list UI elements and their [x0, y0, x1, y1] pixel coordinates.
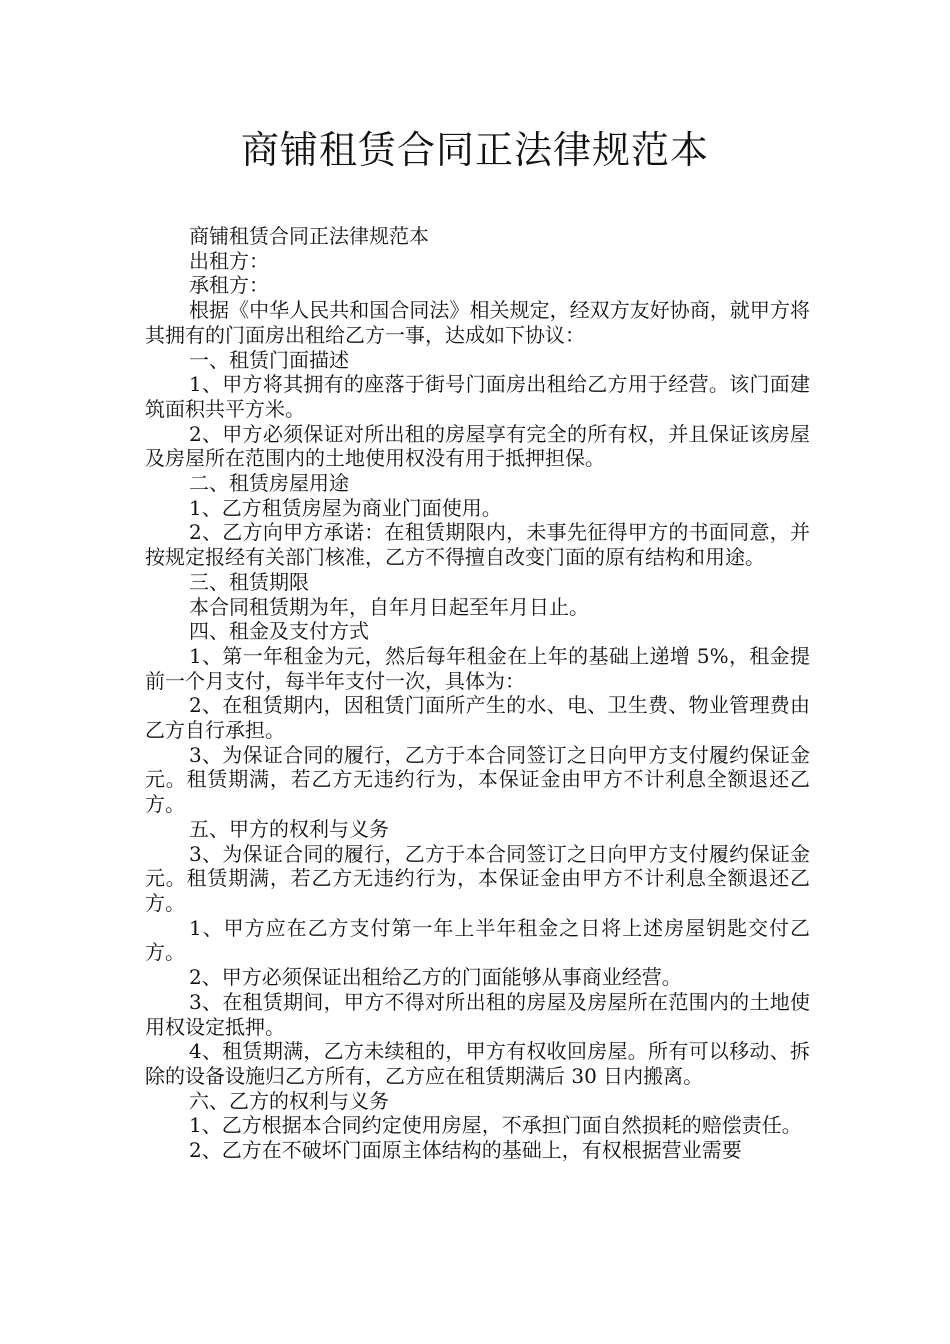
paragraph: 1、甲方应在乙方支付第一年上半年租金之日将上述房屋钥匙交付乙方。	[145, 915, 810, 965]
paragraph: 2、乙方在不破坏门面原主体结构的基础上，有权根据营业需要	[189, 1138, 742, 1163]
paragraph: 3、为保证合同的履行，乙方于本合同签订之日向甲方支付履约保证金元。租赁期满，若乙方无违约行为，本保证金由甲方不计利息全额退还乙方。	[145, 742, 810, 817]
section-heading-4: 四、租金及支付方式	[189, 619, 369, 644]
document-title: 商铺租赁合同正法律规范本	[240, 128, 709, 172]
paragraph-subtitle: 商铺租赁合同正法律规范本	[189, 224, 429, 248]
paragraph: 本合同租赁期为年，自年月日起至年月日止。	[189, 594, 589, 619]
paragraph: 3、为保证合同的履行，乙方于本合同签订之日向甲方支付履约保证金元。租赁期满，若乙方无违约行为，本保证金由甲方不计利息全额退还乙方。	[145, 841, 810, 915]
section-heading-2: 二、租赁房屋用途	[189, 471, 349, 496]
section-heading-6: 六、乙方的权利与义务	[189, 1088, 389, 1113]
paragraph: 1、乙方根据本合同约定使用房屋，不承担门面自然损耗的赔偿责任。	[189, 1113, 802, 1138]
paragraph: 3、在租赁期间，甲方不得对所出租的房屋及房屋所在范围内的土地使用权设定抵押。	[145, 989, 810, 1039]
document-body	[145, 224, 810, 1163]
paragraph: 2、在租赁期内，因租赁门面所产生的水、电、卫生费、物业管理费由乙方自行承担。	[145, 693, 810, 743]
paragraph-lessor: 出租方：	[189, 248, 269, 273]
paragraph-lessee: 承租方：	[189, 273, 269, 298]
paragraph: 1、第一年租金为元，然后每年租金在上年的基础上递增 5%，租金提前一个月支付，每半年支付一次，具体为：	[145, 643, 810, 693]
paragraph: 1、甲方将其拥有的座落于街号门面房出租给乙方用于经营。该门面建筑面积共平方米。	[145, 372, 810, 421]
section-heading-3: 三、租赁期限	[189, 569, 309, 594]
paragraph: 1、乙方租赁房屋为商业门面使用。	[189, 495, 502, 520]
paragraph: 2、甲方必须保证对所出租的房屋享有完全的所有权，并且保证该房屋及房屋所在范围内的土地使用权没有用于抵押担保。	[145, 421, 810, 471]
paragraph: 2、甲方必须保证出租给乙方的门面能够从事商业经营。	[189, 965, 682, 990]
section-heading-1: 一、租赁门面描述	[189, 347, 349, 372]
paragraph: 2、乙方向甲方承诺：在租赁期限内，未事先征得甲方的书面同意，并按规定报经有关部门核准，乙方不得擅自改变门面的原有结构和用途。	[145, 520, 810, 570]
section-heading-5: 五、甲方的权利与义务	[189, 816, 389, 841]
paragraph: 4、租赁期满，乙方未续租的，甲方有权收回房屋。所有可以移动、拆除的设备设施归乙方所有，乙方应在租赁期满后 30 日内搬离。	[145, 1039, 810, 1088]
paragraph-preamble: 根据《中华人民共和国合同法》相关规定，经双方友好协商，就甲方将其拥有的门面房出租给乙方一事，达成如下协议：	[145, 298, 810, 347]
